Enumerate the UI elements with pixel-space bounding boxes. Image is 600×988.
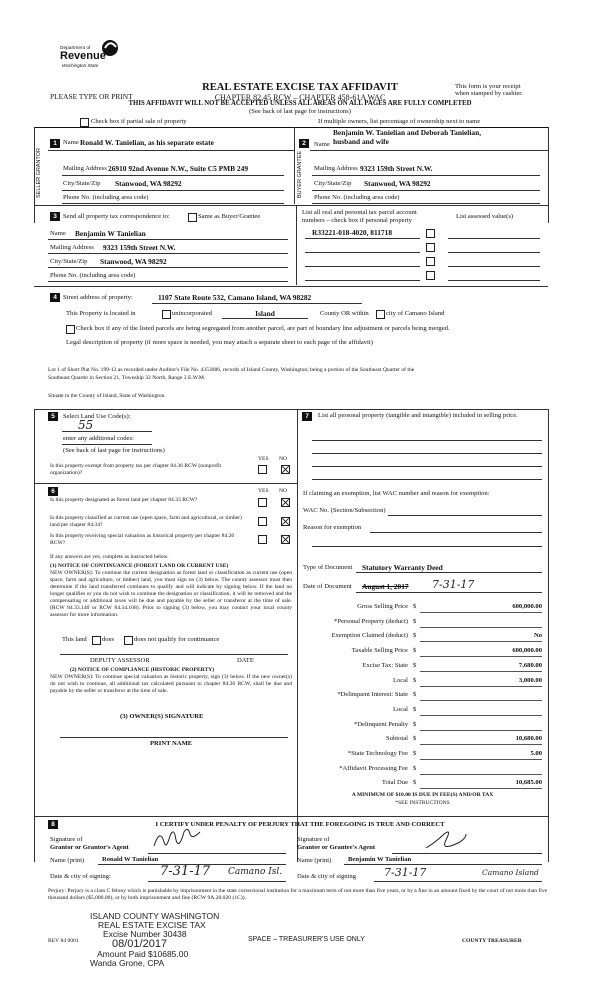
price-row-value[interactable]: No	[533, 632, 542, 639]
corr-name-label: Name	[50, 230, 66, 237]
price-row-line	[420, 759, 542, 760]
price-row-line	[420, 671, 542, 672]
personal-property-label: List all personal property (tangible and intangible) included in selling price.	[318, 412, 518, 419]
forest-yes-checkbox[interactable]	[258, 498, 267, 507]
seller-phone-label: Phone No. (including area code)	[63, 194, 149, 201]
land-use-see-back: (See back of last page for instructions)	[63, 447, 165, 454]
grantee-sig-label1: Signature of	[297, 836, 330, 843]
logo-line1: Department of	[60, 46, 91, 51]
send-correspondence-label: Send all property tax correspondence to:	[63, 213, 170, 220]
seller-name-label: Name	[63, 139, 79, 146]
deputy-date-label: DATE	[237, 657, 254, 664]
price-row-label: Taxable Selling Price	[351, 647, 408, 654]
corr-name[interactable]: Benjamin W Tanielian	[75, 229, 146, 238]
grantee-signature[interactable]	[420, 826, 470, 852]
grantor-print-name[interactable]: Ronald W Tanielian	[102, 856, 159, 863]
corr-mailing[interactable]: 9323 159th Street N.W.	[103, 243, 176, 252]
located-label: This Property is located in	[66, 310, 136, 317]
owner-signature-label: (3) OWNER(S) SIGNATURE	[120, 713, 204, 720]
no-header-6: NO	[279, 488, 288, 494]
forest-no-checkbox[interactable]	[281, 498, 290, 507]
stamp-line3: Excise Number 30438	[103, 929, 187, 939]
parcel-header-line1: List all real and personal tax parcel account	[302, 209, 417, 216]
historic-question: Is this property receiving special valuation as historical property per chapter 84.26 RCW?	[50, 533, 235, 546]
price-row-line	[420, 700, 542, 701]
grantee-date-city-label: Date & city of signing	[297, 873, 356, 880]
buyer-mailing-label: Mailing Address	[314, 165, 358, 172]
additional-codes-label: enter any additional codes:	[63, 435, 134, 442]
buyer-city-label: City/State/Zip	[314, 180, 352, 187]
dollar-sign: $	[413, 632, 417, 639]
grantor-date-city-label: Date & city of signing:	[50, 873, 111, 880]
corr-city-label: City/State/Zip	[50, 258, 88, 265]
seller-mailing[interactable]: 26910 92nd Avenue N.W., Suite C5 PMB 249	[108, 164, 249, 173]
corr-mailing-label: Mailing Address	[50, 244, 94, 251]
perjury-statement: Perjury: Perjury is a class C felony which is punishable by imprisonment in the state correctional institution for a maximum term of not more than five years, or by a fine in an amount fixed by the court of not more than five thousand dollars ($5,000.00), or by both imprisonment and fine (RCW 9A.20.020 (1C)).	[48, 888, 548, 901]
street-label: Street address of property:	[63, 294, 133, 301]
does-not-qualify-checkbox[interactable]	[124, 636, 133, 645]
historic-compliance-title: (2) NOTICE OF COMPLIANCE (HISTORIC PROPERTY)	[70, 667, 215, 673]
date-document-struck: August 1, 2017	[362, 582, 409, 591]
section-6-number: 6	[48, 487, 58, 496]
stamp-line6: Wanda Grone, CPA	[90, 958, 165, 968]
yes-header-6: YES	[258, 488, 269, 494]
section-7-number: 7	[302, 412, 312, 421]
buyer-name-line1[interactable]: Benjamin W. Tanielian and Deborah Tanielian,	[333, 128, 482, 137]
logo-line3: Washington State	[62, 63, 99, 68]
same-as-buyer-checkbox[interactable]	[188, 213, 197, 222]
receipt-note1: This form is your receipt	[455, 83, 521, 90]
dollar-sign: $	[413, 779, 417, 786]
price-row-value[interactable]: 3,000.00	[518, 677, 542, 684]
seller-city[interactable]: Stanwood, WA 98292	[115, 179, 182, 188]
parcel-1-personal-checkbox[interactable]	[426, 229, 435, 238]
price-row-value[interactable]: 600,000.00	[512, 647, 542, 654]
exempt-no-checkbox[interactable]	[281, 465, 290, 474]
revenue-logo	[56, 38, 126, 74]
legal-line2: Southeast Quarter in Section 21, Township 32 North, Range 3 E.W.M.	[48, 375, 206, 381]
grantor-sign-city[interactable]: Camano Isl.	[228, 867, 283, 877]
yes-header-5: YES	[258, 456, 269, 462]
price-row-label: *Delinquent Penalty	[353, 721, 408, 728]
see-back-note: (See back of last page for instructions)	[249, 108, 351, 115]
price-row-label: Subtotal	[386, 735, 408, 742]
does-qualify-checkbox[interactable]	[92, 636, 101, 645]
price-row-label: *Affidavit Processing Fee	[339, 765, 408, 772]
section-2-number: 2	[299, 139, 309, 148]
county-or-label: County OR within	[320, 310, 369, 317]
price-row-line	[420, 715, 542, 716]
price-row-line	[420, 744, 542, 745]
seller-city-label: City/State/Zip	[63, 180, 101, 187]
dollar-sign: $	[413, 765, 417, 772]
price-row-line	[420, 612, 542, 613]
unincorporated-label: unincorporated	[172, 310, 212, 317]
price-row-line	[420, 656, 542, 657]
form-chapter: CHAPTER 82.45 RCW – CHAPTER 458-61A WAC	[214, 93, 386, 102]
type-document-label: Type of Document	[303, 564, 353, 571]
treasurer-space-label: SPACE – TREASURER'S USE ONLY	[248, 936, 365, 943]
buyer-phone-label: Phone No. (including area code)	[314, 194, 400, 201]
price-row-label: Gross Selling Price	[357, 603, 408, 610]
if-yes-note: If any answers are yes, complete as instructed below.	[50, 554, 169, 560]
historic-compliance-text: NEW OWNER(S): To continue special valuation as historic property, sign (3) below. If the new owner(s) do not wish to continue, all additional tax calculated pursuant to chapter 84.26 RCW, shall be due and payable by the seller or transferor at the time of sale.	[50, 674, 292, 694]
county-treasurer-label: COUNTY TREASURER	[462, 938, 522, 944]
price-row-value[interactable]: 10,685.00	[515, 779, 542, 786]
parcel-2-personal-checkbox[interactable]	[426, 243, 435, 252]
corr-city[interactable]: Stanwood, WA 98292	[100, 257, 167, 266]
minimum-due-note: A MINIMUM OF $10.00 IS DUE IN FEE(S) AND/OR TAX	[351, 792, 494, 798]
unincorporated-checkbox[interactable]	[162, 310, 171, 319]
does-not-label: does not qualify for continuance	[134, 636, 220, 643]
legal-description-label: Legal description of property (if more space is needed, you may attach a separate sheet to each page of the affidavit)	[66, 339, 373, 346]
no-header-5: NO	[279, 456, 288, 462]
price-row-value[interactable]: 5.00	[530, 750, 542, 757]
grantor-signature[interactable]	[150, 826, 210, 852]
city-label: city of Camano Island	[386, 310, 445, 317]
buyer-mailing[interactable]: 9323 159th Street N.W.	[360, 164, 433, 173]
grantee-print-label: Name (print)	[297, 857, 332, 864]
section-1-number: 1	[50, 139, 60, 148]
exempt-yes-checkbox[interactable]	[258, 465, 267, 474]
print-name-label: PRINT NAME	[150, 740, 193, 747]
street-address[interactable]: 1107 State Route 532, Camano Island, WA 98282	[158, 293, 312, 302]
continuance-text: NEW OWNER(S): To continue the current designation as forest land or classification as current use (open space, farm and agriculture, or timber) land, you must sign on (3) below. The county assessor must then determine if the land transferred continues to qualify and will indicate by signing below. If the land no longer qualifies or you do not wish to continue the designation or classification, it will be removed and the compensating or additional taxes will be due and payable by the seller or transferor at the time of sale. (RCW 84.33.140 or RCW 84.34.108). Prior to signing (3) below, you may contact your local county assessor for more information.	[50, 570, 292, 618]
current-use-yes-checkbox[interactable]	[258, 517, 267, 526]
dollar-sign: $	[413, 662, 417, 669]
current-use-no-checkbox[interactable]	[281, 517, 290, 526]
partial-sale-checkbox[interactable]	[80, 118, 89, 127]
grantor-print-label: Name (print)	[50, 857, 85, 864]
grantee-sig-label2: Grantee or Grantee's Agent	[297, 844, 376, 851]
legal-line3: Situate in the County of Island, State of Washington.	[48, 393, 166, 399]
grantor-sign-date[interactable]: 7-31-17	[160, 864, 211, 879]
buyer-city[interactable]: Stanwood, WA 98292	[364, 179, 431, 188]
dollar-sign: $	[413, 706, 417, 713]
price-row-label: Local	[392, 706, 408, 713]
dollar-sign: $	[413, 677, 417, 684]
price-row-label: *Delinquent Interest: State	[337, 691, 408, 698]
grantor-sig-label1: Signature of	[50, 836, 83, 843]
assessed-value-header: List assessed value(s)	[456, 213, 514, 220]
price-row-line	[420, 686, 542, 687]
land-use-code[interactable]: 55	[78, 418, 94, 432]
price-row-label: *Personal Property (deduct)	[334, 618, 408, 625]
seller-side-label: SELLER GRANTOR	[36, 147, 42, 198]
same-as-buyer-label: Same as Buyer/Grantee	[198, 213, 261, 220]
price-row-line	[420, 641, 542, 642]
seller-mailing-label: Mailing Address	[63, 165, 107, 172]
stamp-line1: ISLAND COUNTY WASHINGTON	[90, 911, 220, 921]
deputy-assessor-label: DEPUTY ASSESSOR	[90, 657, 150, 664]
forest-question: Is this property designated as forest land per chapter 84.33 RCW?	[50, 497, 198, 503]
price-row-line	[420, 627, 542, 628]
grantee-sign-date[interactable]: 7-31-17	[384, 866, 427, 879]
continuance-title: (1) NOTICE OF CONTINUANCE (FOREST LAND OR CURRENT USE)	[50, 563, 229, 569]
please-type: PLEASE TYPE OR PRINT	[50, 92, 133, 101]
grantee-signature-icon	[420, 826, 470, 852]
county-name[interactable]: Island	[255, 309, 275, 318]
dollar-sign: $	[413, 647, 417, 654]
dollar-sign: $	[413, 721, 417, 728]
exempt-question: Is this property exempt from property tax per chapter 84.36 RCW (nonprofit organization)?	[50, 463, 222, 476]
partial-sale-label: Check box if partial sale of property	[91, 118, 187, 125]
wac-label: WAC No. (Section/Subsection)	[303, 507, 386, 514]
legal-line1: Lot 1 of Short Plat No. 199-12 as recorded under Auditor's File No. 4353086, records of Island County, Washington; being a portion of the Southeast Quarter of the	[48, 367, 415, 373]
type-document[interactable]: Statutory Warranty Deed	[362, 563, 443, 572]
corr-phone-label: Phone No. (including area code)	[50, 272, 136, 279]
parcel-3-personal-checkbox[interactable]	[426, 257, 435, 266]
exemption-claim-label: If claiming an exemption, list WAC number and reason for exemption:	[303, 490, 490, 497]
segregated-checkbox[interactable]	[66, 325, 75, 334]
price-row-line	[420, 730, 542, 731]
logo-line2: Revenue	[60, 50, 106, 62]
buyer-side-label: BUYER GRANTEE	[297, 150, 303, 198]
dollar-sign: $	[413, 735, 417, 742]
land-use-label: Select Land Use Code(s):	[63, 413, 131, 420]
rev-number: REV 84 0001	[48, 938, 79, 944]
reason-label: Reason for exemption	[303, 524, 362, 531]
price-row-line	[420, 788, 542, 789]
this-land-label: This land	[62, 636, 87, 643]
price-row-label: *State Technology Fee	[347, 750, 408, 757]
stamp-line2: REAL ESTATE EXCISE TAX	[98, 920, 206, 930]
section-3-number: 3	[50, 212, 60, 221]
price-row-value[interactable]: 600,000.00	[512, 603, 542, 610]
current-use-question: Is this property classified as current use (open space, farm and agricultural, or timber) land per chapter 84.34?	[50, 515, 242, 528]
parcel-4-personal-checkbox[interactable]	[426, 271, 435, 280]
price-row-label: Excise Tax: State	[362, 662, 408, 669]
section-8-number: 8	[48, 820, 58, 829]
historic-no-checkbox[interactable]	[281, 535, 290, 544]
certify-statement: I CERTIFY UNDER PENALTY OF PERJURY THAT THE FOREGOING IS TRUE AND CORRECT	[155, 821, 445, 828]
section-4-number: 4	[50, 293, 60, 302]
does-label: does	[102, 636, 115, 643]
dollar-sign: $	[413, 603, 417, 610]
multiple-owners-note: If multiple owners, list percentage of ownership next to name	[318, 118, 481, 125]
price-row-line	[420, 774, 542, 775]
buyer-name-line2[interactable]: husband and wife	[333, 137, 389, 146]
price-row-label: Local	[392, 677, 408, 684]
see-instructions-note: *SEE INSTRUCTIONS	[395, 800, 450, 806]
historic-yes-checkbox[interactable]	[258, 535, 267, 544]
price-row-label: Exemption Claimed (deduct)	[331, 632, 408, 639]
dollar-sign: $	[413, 691, 417, 698]
section-5-number: 5	[48, 412, 58, 421]
price-row-label: Total Due	[381, 779, 408, 786]
form-title: REAL ESTATE EXCISE TAX AFFIDAVIT	[202, 82, 398, 93]
receipt-note2: when stamped by cashier.	[455, 90, 523, 97]
dollar-sign: $	[413, 750, 417, 757]
segregated-label: Check box if any of the listed parcels are being segregated from another parcel, are part of boundary line adjustment or parcels being merged.	[76, 325, 450, 332]
parcel-header-line2: numbers – check box if personal property	[302, 217, 412, 224]
grantor-signature-icon	[150, 826, 210, 852]
parcel-number[interactable]: R33221-018-4020, 811718	[312, 228, 393, 237]
warning-text: THIS AFFIDAVIT WILL NOT BE ACCEPTED UNLESS ALL AREAS ON ALL PAGES ARE FULLY COMPLETED	[128, 100, 472, 107]
price-row-value[interactable]: 7,680.00	[518, 662, 542, 669]
price-row-value[interactable]: 10,680.00	[515, 735, 542, 742]
stamp-line5: Amount Paid $10685.00	[97, 949, 189, 959]
grantee-sign-city[interactable]: Camano Island	[482, 868, 539, 877]
buyer-name-label: Name	[314, 141, 330, 148]
stamp-line4: 08/01/2017	[112, 938, 168, 950]
dollar-sign: $	[413, 618, 417, 625]
grantee-print-name[interactable]: Benjamin W Tanielian	[348, 856, 412, 863]
grantor-sig-label2: Grantor or Grantor's Agent	[50, 844, 129, 851]
city-checkbox[interactable]	[376, 310, 385, 319]
date-document-handwritten[interactable]: 7-31-17	[432, 578, 475, 591]
date-document-label: Date of Document	[303, 583, 352, 590]
seller-name[interactable]: Ronald W. Tanielian, as his separate estate	[80, 138, 214, 147]
